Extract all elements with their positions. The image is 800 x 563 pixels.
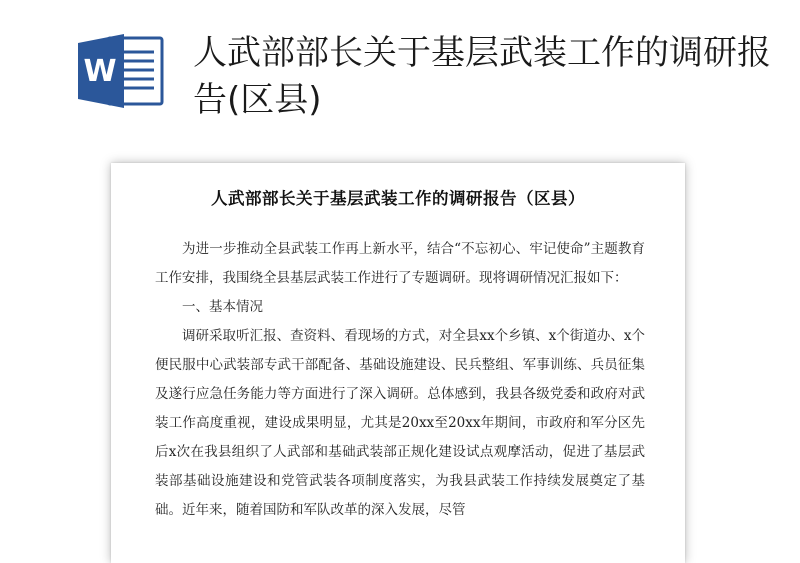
paragraph-basic-situation: 调研采取听汇报、查资料、看现场的方式，对全县xx个乡镇、x个街道办、x个便民服中心武装部专武干部配备、基础设施建设、民兵整组、军事训练、兵员征集及遂行应急任务能力等方面进行了深入调研。总体感到，我县各级党委和政府对武装工作高度重视，建设成果明显，尤其是20xx至20xx年期间，市政府和军分区先后x次在我县组织了人武部和基础武装部正规化建设试点观摩活动，促进了基层武装部基础设施建设和党管武装各项制度落实，为我县武装工作持续发展奠定了基础。近年来，随着国防和军队改革的深入发展，尽管 (155, 328, 645, 518)
document-title: 人武部部长关于基层武装工作的调研报告（区县） (211, 189, 585, 208)
header-banner (0, 0, 800, 150)
section-heading-basic-situation: 一、基本情况 (182, 299, 263, 315)
word-icon-letter: W (83, 54, 117, 89)
page-title: 人武部部长关于基层武装工作的调研报告(区县) (193, 33, 771, 120)
document-page (111, 163, 685, 563)
word-document-icon (78, 34, 164, 108)
document-body (155, 235, 645, 525)
paragraph-intro: 为进一步推动全县武装工作再上新水平，结合“不忘初心、牢记使命”主题教育工作安排，我围绕全县基层武装工作进行了专题调研。现将调研情况汇报如下： (155, 241, 645, 286)
